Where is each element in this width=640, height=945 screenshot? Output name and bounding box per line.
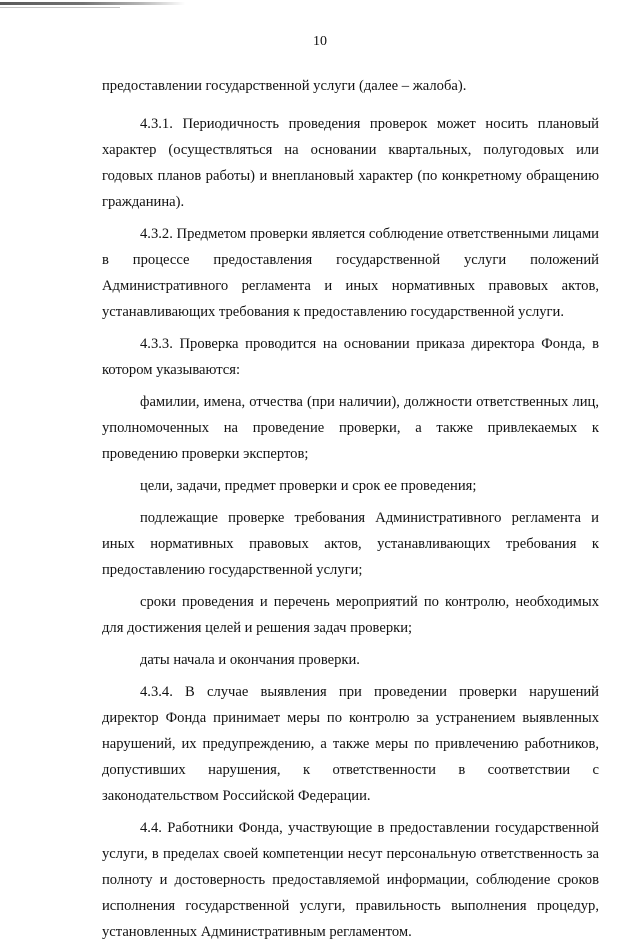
scan-artifact-line [0, 7, 120, 8]
page-number: 10 [313, 34, 327, 49]
list-item-terms: сроки проведения и перечень мероприятий по контролю, необходимых для достижения целей и решения задач проверки; [102, 594, 599, 636]
paragraph-4-3-4: 4.3.4. В случае выявления при проведении проверки нарушений директор Фонда принимает меры по контролю за устранением выявленных нарушений, их предупреждению, а также меры по привлечению работников, допустивших нарушения, к ответственности в соответствии с законодательством Российской Федерации. [102, 684, 599, 804]
paragraph-4-4: 4.4. Работники Фонда, участвующие в предоставлении государственной услуги, в пределах своей компетенции несут персональную ответственность за полноту и достоверность предоставляемой информации, соблюдение сроков исполнения государственной услуги, правильность выполнения процедур, установленных Административным регламентом. [102, 820, 599, 940]
list-item-dates: даты начала и окончания проверки. [140, 652, 360, 668]
document-body [102, 73, 599, 945]
paragraph-4-3-2: 4.3.2. Предметом проверки является соблюдение ответственными лицами в процессе предоставления государственной услуги положений Административного регламента и иных нормативных правовых актов, устанавливающих требования к предоставлению государственной услуги. [102, 226, 599, 320]
paragraph-4-3-3: 4.3.3. Проверка проводится на основании приказа директора Фонда, в котором указываются: [102, 336, 599, 378]
paragraph-continuation: предоставлении государственной услуги (далее – жалоба). [102, 78, 467, 94]
list-item-names: фамилии, имена, отчества (при наличии), должности ответственных лиц, уполномоченных на проведение проверки, а также привлекаемых к проведению проверки экспертов; [102, 394, 599, 462]
list-item-goals: цели, задачи, предмет проверки и срок ее проведения; [140, 478, 477, 494]
paragraph-4-3-1: 4.3.1. Периодичность проведения проверок может носить плановый характер (осуществляться на основании квартальных, полугодовых или годовых планов работы) и внеплановый характер (по конкретному обращению гражданина). [102, 116, 599, 210]
scan-artifact [0, 2, 185, 5]
list-item-requirements: подлежащие проверке требования Административного регламента и иных нормативных правовых актов, устанавливающих требования к предоставлению государственной услуги; [102, 510, 599, 578]
